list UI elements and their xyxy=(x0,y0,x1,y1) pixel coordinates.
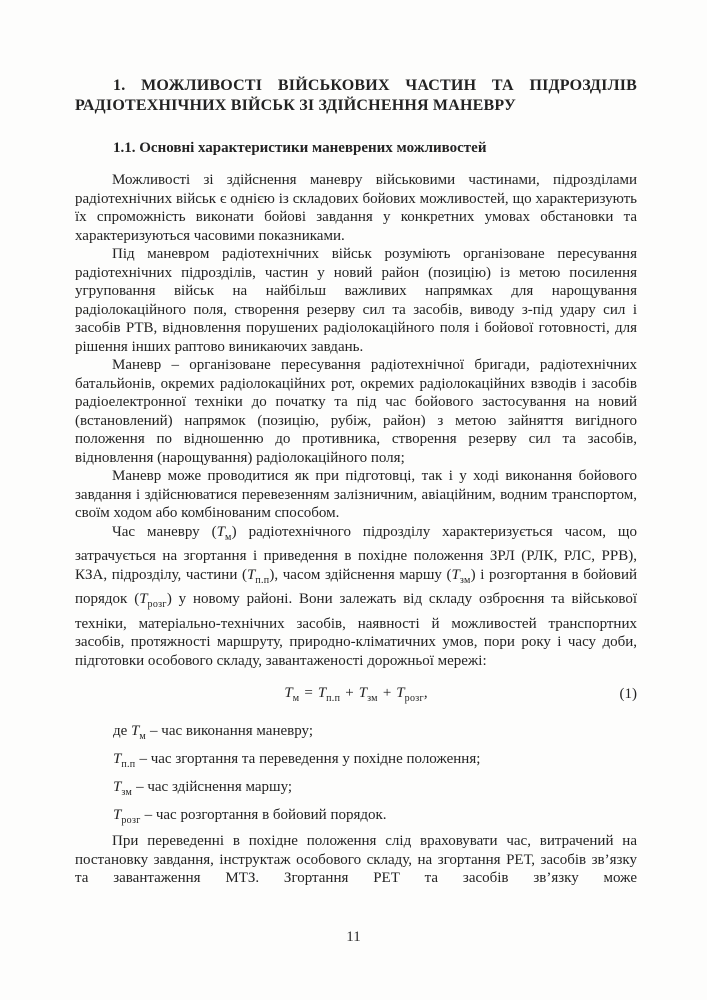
paragraph-5-text: ) і розгортання в бойовий порядок ( xyxy=(75,566,637,607)
math-var-tzm: $Т_{зм}$ xyxy=(358,685,378,704)
math-var-trozg: $Т_{розг}$ xyxy=(113,807,141,826)
paragraph-6: При переведенні в похідне положення слід враховувати час, витрачений на постановку завдання, інструктаж особового складу, на згортання РЕТ, засобів зв’язку та завантаження МТЗ. Згортання РЕТ та засобів зв’язку може xyxy=(75,833,637,886)
definition-text: – час здійснення маршу; xyxy=(136,779,293,795)
math-var-trozg: $Т_{розг}$ xyxy=(139,591,167,610)
math-var-tm: $Т_м$ xyxy=(131,723,147,742)
chapter-heading xyxy=(75,76,637,116)
equation-number: (1) xyxy=(619,686,638,702)
definition-line xyxy=(75,804,637,832)
paragraph-2: Під маневром радіотехнічних військ розуміють організоване пересування радіотехнічних підрозділів, частин у новий район (позицію) із метою посилення угруповання військ на найбільш важливих напрямках для нарощування радіолокаційного поля, створення резерву сил та засобів, виводу з-під удару сил і засобів РТВ, відновлення порушених радіолокаційного поля і бойової готовності, для рішення інших раптово виникаючих завдань. xyxy=(75,246,637,355)
paragraph-1: Можливості зі здійснення маневру військовими частинами, підрозділами радіотехнічних військ є однією із складових бойових можливостей, що характеризують їх спроможність виконати бойові завдання у конкретних умовах обстановки та характеризуються часовими показниками. xyxy=(75,172,637,244)
text-block xyxy=(75,76,637,888)
paragraph-5-text: ) у новому районі. Вони залежать від складу озброєння та військової техніки, матеріально-технічних засобів, наявності й можливостей транспортних засобів, протяжності маршруту, природно-кліматичних умов, пори року і часу доби, підготовки особового складу, завантаженості дорожньої мережі: xyxy=(75,591,638,669)
chapter-heading-line2: РАДІОТЕХНІЧНИХ ВІЙСЬК ЗІ ЗДІЙСНЕННЯ МАНЕВРУ xyxy=(75,97,516,114)
paragraph-5-text: ) радіотехнічного підрозділу характеризується часом, що затрачується на згортання і приведення в похідне положення ЗРЛ (РЛК, РЛС, РРВ), КЗА, підрозділу, частини ( xyxy=(75,523,637,583)
equation-1 xyxy=(75,685,637,704)
definition-line xyxy=(75,720,637,748)
chapter-heading-line1: 1. МОЖЛИВОСТІ ВІЙСЬКОВИХ ЧАСТИН ТА ПІДРОЗДІЛІВ xyxy=(113,77,637,94)
formula-body xyxy=(284,685,427,704)
definition-line xyxy=(75,776,637,804)
math-var-tzm: $Т_{зм}$ xyxy=(451,566,471,586)
section-heading: 1.1. Основні характеристики маневрених можливостей xyxy=(113,140,487,156)
variable-definitions xyxy=(75,720,637,832)
equation-number-zone xyxy=(428,686,637,703)
formula-tail: , xyxy=(423,685,428,701)
math-var-tm: $Т_м$ xyxy=(284,685,300,704)
math-var-tzm: $Т_{зм}$ xyxy=(113,779,133,798)
plus-sign: + xyxy=(345,685,354,701)
definition-text: – час згортання та переведення у похідне положення; xyxy=(139,751,481,767)
paragraph-4: Маневр може проводитися як при підготовці, так і у ході виконання бойового завдання і здійснюватися перевезенням залізничним, авіаційним, водним транспортом, своїм ходом або комбінованим способом. xyxy=(75,468,637,521)
equals-sign: = xyxy=(304,685,313,701)
definition-line xyxy=(75,748,637,776)
math-var-tpp: $Т_{п.п}$ xyxy=(317,685,341,704)
plus-sign: + xyxy=(382,685,392,701)
paragraph-5-text: ), часом здійснення маршу ( xyxy=(269,566,452,583)
body-text xyxy=(75,171,637,888)
paragraph-3: Маневр – організоване пересування радіотехнічної бригади, радіотехнічних батальйонів, окремих радіолокаційних рот, окремих радіолокаційних взводів і засобів радіоелектронної техніки до початку та під час бойового застосування на новий (встановлений) напрямок (позицію, рубіж, район) з метою зайняття вигідного положення по відношенню до противника, створення резерву сил та засобів, відновлення (нарощування) радіолокаційного поля; xyxy=(75,357,637,466)
definition-prefix: де xyxy=(113,723,132,739)
math-var-tm: $Т_м$ xyxy=(216,523,232,543)
math-var-tpp: $Т_{п.п}$ xyxy=(246,566,270,586)
page-number: 11 xyxy=(346,929,361,945)
definition-text: – час виконання маневру; xyxy=(150,723,314,739)
paragraph-5 xyxy=(75,523,637,671)
paragraph-5-text: Час маневру ( xyxy=(112,523,217,540)
definition-text: – час розгортання в бойовий порядок. xyxy=(144,807,387,823)
math-var-trozg: $Т_{розг}$ xyxy=(396,685,424,704)
math-var-tpp: $Т_{п.п}$ xyxy=(113,751,136,770)
